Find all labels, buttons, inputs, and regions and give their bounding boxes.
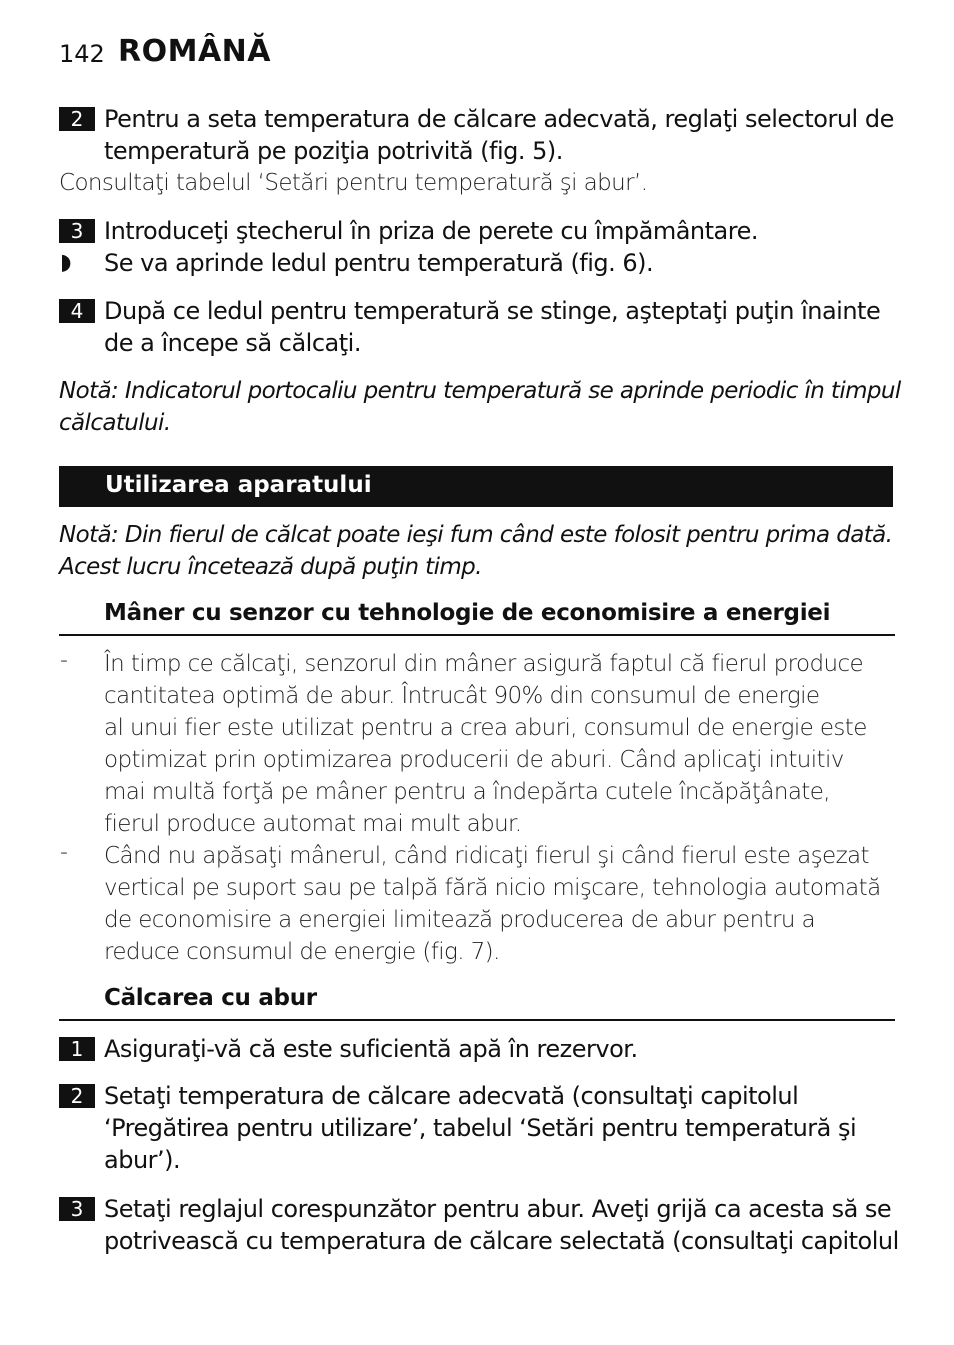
subsection-heading: Călcarea cu abur bbox=[104, 985, 317, 1011]
list-item-line: reduce consumul de energie (fig. 7). bbox=[104, 939, 500, 965]
step-text-line: Setaţi temperatura de călcare adecvată (consultaţi capitolul bbox=[104, 1082, 799, 1110]
step-number-box: 3 bbox=[59, 219, 95, 243]
list-item-line: În timp ce călcaţi, senzorul din mâner asigură faptul că fierul produce bbox=[104, 651, 864, 677]
list-item-line: de economisire a energiei limitează producerea de abur pentru a bbox=[104, 907, 816, 933]
result-bullet-icon: ◗ bbox=[60, 250, 72, 275]
note-line: Notă: Indicatorul portocaliu pentru temperatură se aprinde periodic în timpul bbox=[59, 378, 901, 404]
subsection-rule bbox=[59, 634, 895, 636]
note bbox=[59, 375, 909, 439]
subsection-rule bbox=[59, 1019, 895, 1021]
section-banner bbox=[59, 466, 893, 507]
note-line: călcatului. bbox=[59, 410, 171, 436]
step-number-box: 2 bbox=[59, 107, 95, 131]
step-text: Introduceţi ştecherul în priza de perete cu împământare. bbox=[104, 217, 758, 245]
subsection-heading: Mâner cu senzor cu tehnologie de economisire a energiei bbox=[104, 600, 831, 626]
step-text-line: După ce ledul pentru temperatură se stinge, aşteptaţi puţin înainte bbox=[104, 297, 881, 325]
step-text bbox=[104, 1033, 904, 1065]
step-text-line: temperatură pe poziţia potrivită (fig. 5). bbox=[104, 137, 563, 165]
list-dash: - bbox=[60, 840, 68, 865]
consult-note: Consultaţi tabelul ‘Setări pentru temperatură şi abur’. bbox=[59, 170, 648, 196]
step-text bbox=[104, 103, 904, 167]
step-text-line: ‘Pregătirea pentru utilizare’, tabelul ‘Setări pentru temperatură şi bbox=[104, 1114, 857, 1142]
note-line: Notă: Din fierul de călcat poate ieşi fum când este folosit pentru prima dată. bbox=[59, 522, 893, 548]
step-text-line: Asiguraţi-vă că este suficientă apă în rezervor. bbox=[104, 1035, 638, 1063]
page-number: 142 bbox=[59, 40, 105, 68]
step-text-line: Pentru a seta temperatura de călcare adecvată, reglaţi selectorul de bbox=[104, 105, 894, 133]
step-number-box: 4 bbox=[59, 299, 95, 323]
step-text-line: Setaţi reglajul corespunzător pentru abur. Aveţi grijă ca acesta să se bbox=[104, 1195, 892, 1223]
step-number-box: 3 bbox=[59, 1197, 95, 1221]
step-text-line: abur’). bbox=[104, 1146, 181, 1174]
step-text bbox=[104, 1193, 904, 1257]
list-item-line: optimizat prin optimizarea producerii de aburi. Când aplicaţi intuitiv bbox=[104, 747, 844, 773]
section-title: Utilizarea aparatului bbox=[105, 472, 372, 498]
step-text bbox=[104, 295, 904, 359]
list-item-line: al unui fier este utilizat pentru a crea aburi, consumul de energie este bbox=[104, 715, 867, 741]
note bbox=[59, 519, 909, 583]
list-item-line: cantitatea optimă de abur. Întrucât 90% din consumul de energie bbox=[104, 683, 820, 709]
list-item-line: mai multă forţă pe mâner pentru a îndepărta cutele încăpăţânate, bbox=[104, 779, 830, 805]
step-text bbox=[104, 1080, 904, 1176]
note-line: Acest lucru încetează după puţin timp. bbox=[59, 554, 482, 580]
list-item-line: fierul produce automat mai mult abur. bbox=[104, 811, 522, 837]
step-result-text: Se va aprinde ledul pentru temperatură (fig. 6). bbox=[104, 249, 654, 277]
list-item-line: vertical pe suport sau pe talpă fără nicio mişcare, tehnologia automată bbox=[104, 875, 881, 901]
list-item-line: Când nu apăsaţi mânerul, când ridicaţi fierul şi când fierul este aşezat bbox=[104, 843, 869, 869]
list-item bbox=[104, 840, 904, 968]
step-text-line: de a începe să călcaţi. bbox=[104, 329, 361, 357]
list-item bbox=[104, 648, 904, 840]
list-dash: - bbox=[60, 648, 68, 673]
step-number-box: 1 bbox=[59, 1037, 95, 1061]
step-number-box: 2 bbox=[59, 1084, 95, 1108]
page-language-heading: ROMÂNĂ bbox=[118, 34, 271, 69]
step-text-line: potrivească cu temperatura de călcare selectată (consultaţi capitolul bbox=[104, 1227, 899, 1255]
